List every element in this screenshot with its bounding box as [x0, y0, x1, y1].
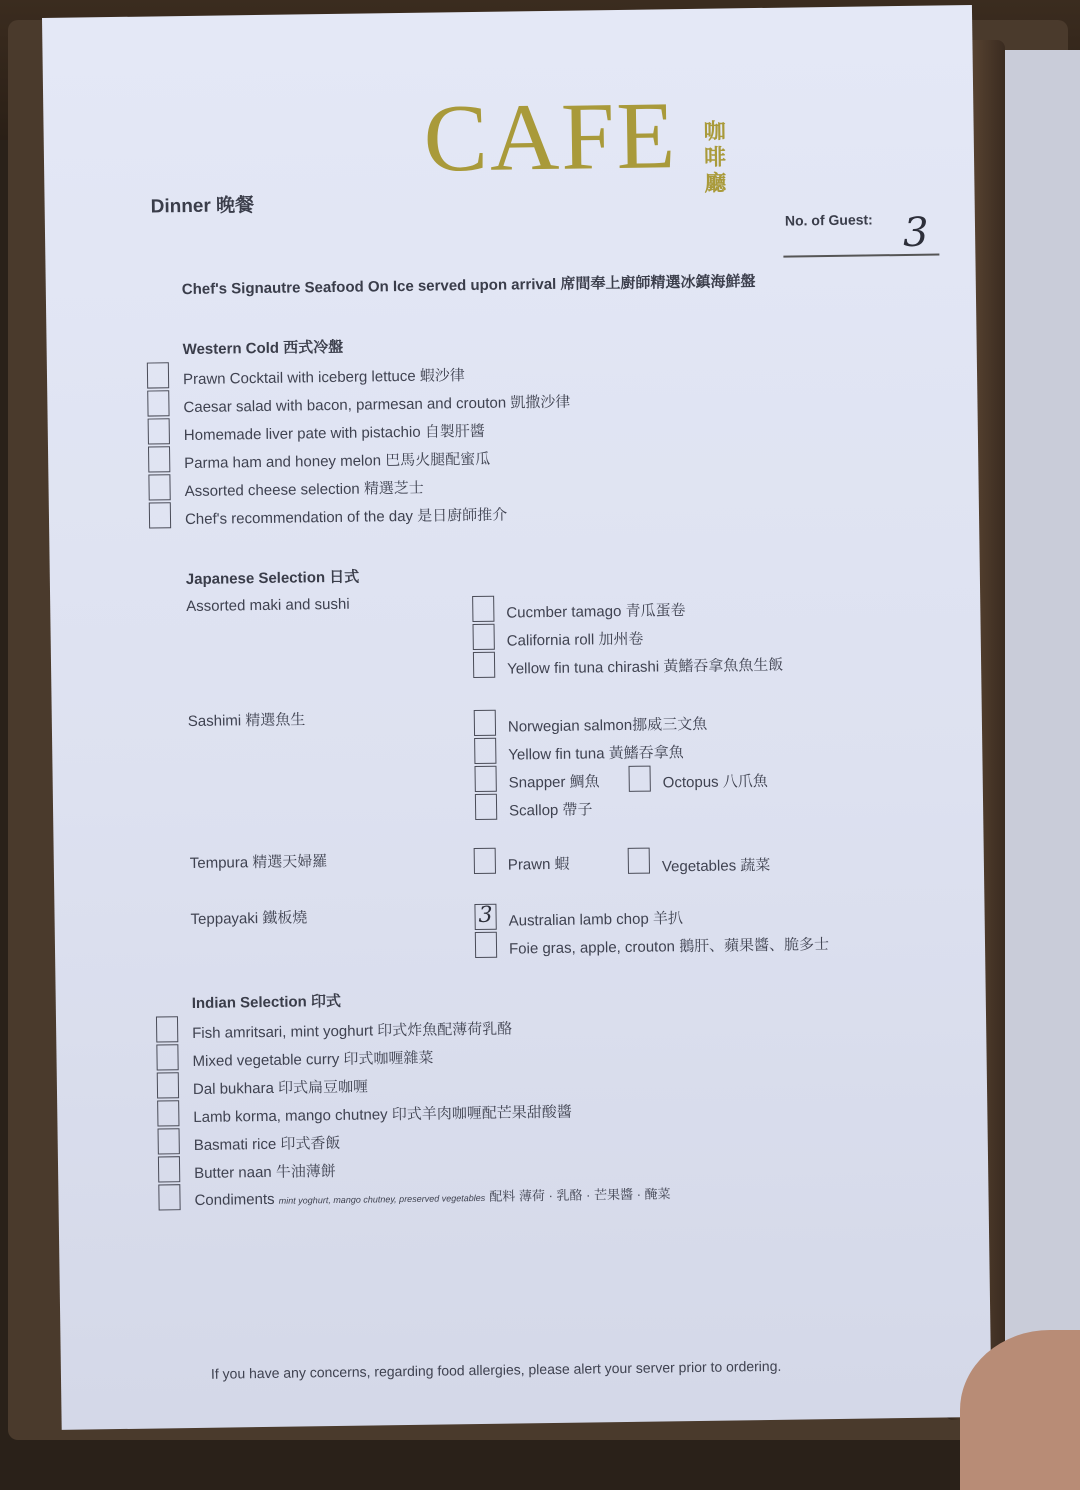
checkbox[interactable] [147, 390, 169, 416]
checkbox[interactable] [473, 652, 495, 678]
menu-item: Cucmber tamago 青瓜蛋卷 [506, 602, 686, 622]
menu-item: Parma ham and honey melon 巴馬火腿配蜜瓜 [184, 450, 491, 473]
menu-item: Yellow fin tuna chirashi 黃鰭吞拿魚魚生飯 [507, 656, 784, 678]
menu-item: Octopus 八爪魚 [662, 772, 768, 792]
menu-item: Assorted cheese selection 精選芝士 [184, 479, 425, 501]
menu-item: Chef's recommendation of the day 是日廚師推介 [184, 506, 508, 529]
menu-item: Fish amritsari, mint yoghurt 印式炸魚配薄荷乳酪 [192, 1020, 513, 1043]
checkbox[interactable] [628, 848, 650, 874]
checkbox[interactable] [156, 1044, 178, 1070]
condiments-detail: mint yoghurt, mango chutney, preserved vegetables [278, 1192, 486, 1206]
checkbox[interactable] [475, 794, 497, 820]
teppanyaki-label: Teppayaki 鐵板燒 [190, 909, 308, 929]
menu-item: California roll 加州卷 [506, 630, 644, 650]
indian-heading: Indian Selection 印式 [191, 992, 342, 1013]
menu-item: Snapper 鯛魚 [508, 773, 600, 792]
checkbox[interactable] [474, 848, 496, 874]
checkbox[interactable] [156, 1016, 178, 1042]
checkbox[interactable] [628, 766, 650, 792]
menu-item: Mixed vegetable curry 印式咖喱雜菜 [192, 1049, 434, 1070]
menu-item: Lamb korma, mango chutney 印式羊肉咖喱配芒果甜酸醬 [193, 1103, 572, 1126]
meal-title: Dinner 晚餐 [150, 195, 255, 218]
guest-count-label: No. of Guest: [784, 211, 873, 229]
menu-item: Scallop 帶子 [508, 801, 593, 820]
checkbox[interactable] [158, 1184, 180, 1210]
signature-seafood-line: Chef's Signautre Seafood On Ice served upon arrival 席間奉上廚師精選冰鎮海鮮盤 [181, 273, 756, 299]
checkbox[interactable] [148, 446, 170, 472]
condiments-label: Condiments [194, 1190, 275, 1209]
western-cold-heading: Western Cold 西式冷盤 [182, 338, 344, 359]
checkbox[interactable] [158, 1156, 180, 1182]
menu-item: Prawn Cocktail with iceberg lettuce 蝦沙律 [182, 367, 465, 389]
allergy-notice: If you have any concerns, regarding food allergies, please alert your server prior to ordering. [210, 1357, 782, 1382]
sashimi-label: Sashimi 精選魚生 [187, 711, 306, 731]
menu-item: Caesar salad with bacon, parmesan and crouton 凱撒沙律 [183, 393, 571, 417]
condiments-item [194, 1183, 670, 1209]
checkbox[interactable] [473, 624, 495, 650]
checkbox[interactable] [472, 596, 494, 622]
checkbox[interactable] [147, 362, 169, 388]
menu-item: Australian lamb chop 羊扒 [508, 910, 684, 930]
menu-item: Foie gras, apple, crouton 鵝肝、蘋果醬、脆多士 [508, 936, 830, 958]
menu-item: Butter naan 牛油薄餅 [194, 1163, 336, 1182]
checkbox[interactable] [149, 502, 171, 528]
adjacent-page [1000, 50, 1080, 1350]
menu-item: Dal bukhara 印式扁豆咖喱 [192, 1078, 369, 1098]
condiments-chinese: 配料 薄荷 · 乳酪 · 芒果醬 · 醃菜 [489, 1186, 671, 1204]
tempura-label: Tempura 精選天婦羅 [189, 853, 328, 873]
checkbox[interactable] [474, 766, 496, 792]
menu-item: Basmati rice 印式香飯 [193, 1134, 341, 1154]
checkbox[interactable] [474, 738, 496, 764]
checkbox-marked[interactable]: 3 [474, 904, 496, 930]
maki-label: Assorted maki and sushi [186, 595, 350, 616]
checkbox[interactable] [157, 1100, 179, 1126]
checkbox[interactable] [157, 1072, 179, 1098]
menu-item: Homemade liver pate with pistachio 自製肝醬 [183, 422, 485, 445]
cafe-logo-chinese: 咖啡廳 [703, 118, 727, 196]
checkbox[interactable] [475, 932, 497, 958]
guest-count-value[interactable]: 3 [902, 209, 929, 256]
menu-item: Yellow fin tuna 黃鰭吞拿魚 [508, 744, 684, 764]
cafe-logo: CAFE [422, 81, 678, 192]
checkbox[interactable] [148, 418, 170, 444]
menu-item: Norwegian salmon挪威三文魚 [507, 715, 708, 736]
menu-sheet [42, 5, 992, 1430]
checkbox[interactable] [158, 1128, 180, 1154]
checkbox[interactable] [148, 474, 170, 500]
checkbox[interactable] [474, 710, 496, 736]
menu-item: Vegetables 蔬菜 [661, 856, 771, 876]
japanese-heading: Japanese Selection 日式 [185, 568, 360, 589]
menu-item: Prawn 蝦 [507, 855, 570, 874]
